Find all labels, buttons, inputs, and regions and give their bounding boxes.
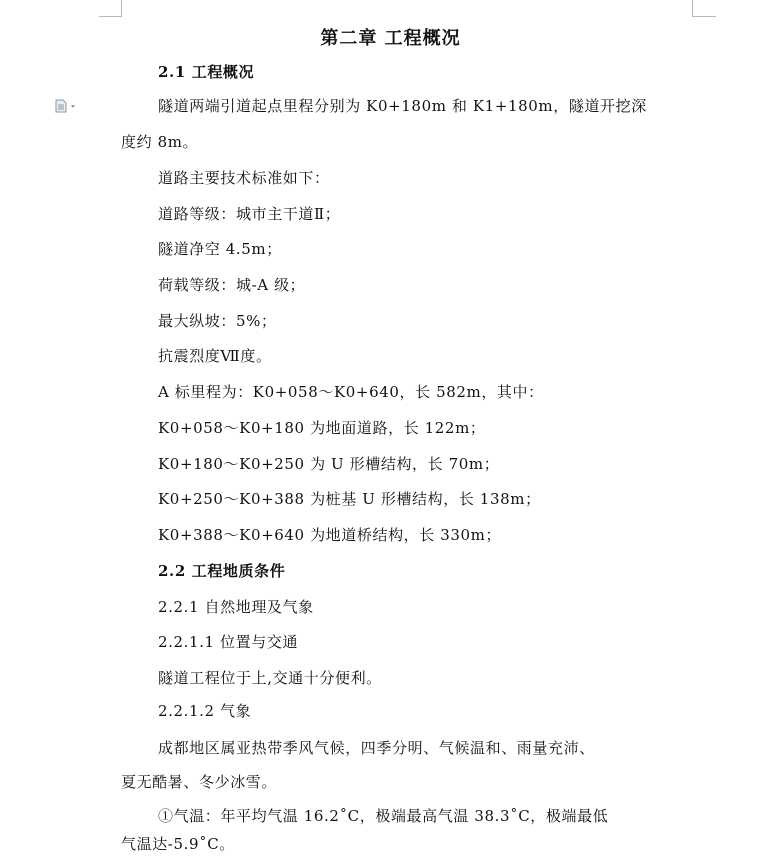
paragraph-line: 荷载等级：城-A 级； — [158, 276, 306, 294]
paragraph-line: 最大纵坡：5%； — [158, 312, 277, 330]
paragraph-line: A 标里程为：K0+058～K0+640，长 582m，其中： — [158, 383, 544, 401]
subsection-heading: 2.2.1.1 位置与交通 — [158, 633, 299, 651]
section-heading: 2.2 工程地质条件 — [158, 562, 286, 580]
paragraph-line: K0+180～K0+250 为 U 形槽结构，长 70m； — [158, 455, 500, 473]
paragraph-line: 成都地区属亚热带季风气候，四季分明、气候温和、雨量充沛、 — [158, 739, 595, 757]
paragraph-line: 隧道两端引道起点里程分别为 K0+180m 和 K1+180m，隧道开挖深 — [158, 97, 647, 115]
crop-mark-top-right-horizontal — [692, 16, 716, 17]
subsection-heading: 2.2.1.2 气象 — [158, 702, 252, 720]
crop-mark-top-left-vertical — [121, 0, 122, 16]
section-heading: 2.1 工程概况 — [158, 63, 255, 81]
paragraph-line: K0+058～K0+180 为地面道路，长 122m； — [158, 419, 486, 437]
chapter-title: 第二章 工程概况 — [320, 28, 461, 49]
paragraph-line: 道路主要技术标准如下： — [158, 169, 330, 187]
paragraph-line: 道路等级：城市主干道Ⅱ； — [158, 205, 341, 223]
document-icon[interactable] — [55, 99, 77, 113]
subsection-heading: 2.2.1 自然地理及气象 — [158, 598, 314, 616]
paragraph-line: 度约 8m。 — [121, 133, 199, 151]
paragraph-line: 隧道净空 4.5m； — [158, 240, 282, 258]
paragraph-line: K0+388～K0+640 为地道桥结构，长 330m； — [158, 526, 502, 544]
paragraph-line: K0+250～K0+388 为桩基 U 形槽结构，长 138m； — [158, 490, 541, 508]
paragraph-line: 气温达-5.9˚C。 — [121, 835, 235, 853]
paragraph-line: 夏无酷暑、冬少冰雪。 — [121, 773, 278, 791]
paragraph-line: 隧道工程位于上,交通十分便利。 — [158, 669, 382, 687]
crop-mark-top-left-horizontal — [99, 16, 122, 17]
crop-mark-top-right-vertical — [692, 0, 693, 16]
paragraph-line: 抗震烈度Ⅶ度。 — [158, 347, 272, 365]
paragraph-line: ①气温：年平均气温 16.2˚C，极端最高气温 38.3˚C，极端最低 — [158, 807, 609, 825]
